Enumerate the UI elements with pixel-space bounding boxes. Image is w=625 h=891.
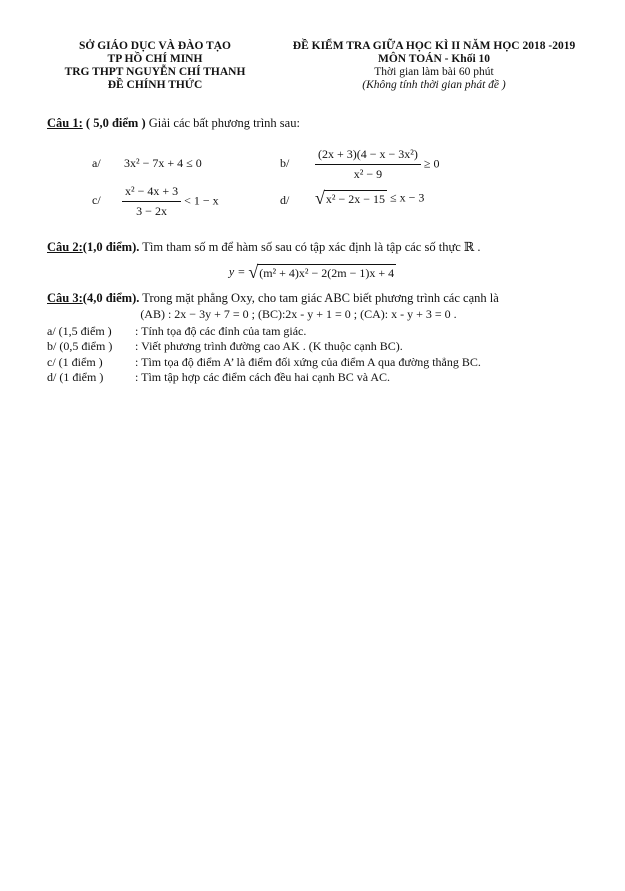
q1-b-rhs: ≥ 0 [423,156,440,171]
header-exam-block [278,40,590,92]
q1-d-rhs: ≤ x − 3 [390,190,425,205]
q1-b-expression [315,147,439,182]
header-department: SỞ GIÁO DỤC VÀ ĐÀO TẠO [79,40,231,52]
q1-d-sqrt [315,190,387,207]
question-2-points: (1,0 điểm). [82,240,140,254]
q3-part-c-label: c/ (1 điểm ) [47,355,103,369]
q3-part-a-label: a/ (1,5 điểm ) [47,324,112,338]
sqrt-symbol-icon: √ [315,188,325,208]
q3-part-c-text: : Tìm tọa độ điểm A’ là điểm đối xứng của điểm A qua đường thẳng BC. [135,355,481,369]
header-school-block [40,40,270,92]
q3-part-b-text: : Viết phương trình đường cao AK . (K thuộc cạnh BC). [135,339,403,353]
question-1-text: Giải các bất phương trình sau: [148,116,300,130]
question-3-text: Trong mặt phẳng Oxy, cho tam giác ABC biết phương trình các cạnh là [139,291,499,305]
exam-duration-note: (Không tính thời gian phát đề ) [362,79,506,91]
q1-b-label: b/ [280,156,290,170]
exam-duration: Thời gian làm bài 60 phút [374,66,494,78]
q1-d-radicand: x² − 2x − 15 [325,192,386,206]
question-2-title: Câu 2: [47,240,83,254]
q1-c-numerator: x² − 4x + 3 [122,184,181,202]
header-school: TRG THPT NGUYỄN CHÍ THANH [64,66,246,78]
q1-c-label: c/ [92,193,101,207]
question-1-points: ( 5,0 điểm ) [82,116,149,130]
question-3-equations: (AB) : 2x − 3y + 7 = 0 ; (BC):2x - y + 1 = 0 ; (CA): x - y + 3 = 0 . [140,307,457,321]
q3-part-d-text: : Tìm tập hợp các điểm cách đều hai cạnh BC và AC. [135,370,391,384]
question-1-title: Câu 1: [47,116,83,130]
question-3-title: Câu 3: [47,291,83,305]
q3-part-a [47,324,306,339]
q1-c-fraction [122,184,181,219]
q3-part-b [47,339,403,354]
question-2-text: Tìm tham số m để hàm số sau có tập xác định là tập các số thực ℝ . [139,240,481,254]
q1-a-expression: 3x² − 7x + 4 ≤ 0 [124,156,202,170]
exam-subject: MÔN TOÁN - Khối 10 [377,53,491,65]
q1-d-expression [315,190,424,207]
exam-title: ĐỀ KIỂM TRA GIỮA HỌC KÌ II NĂM HỌC 2018 -2019 [292,40,576,52]
q1-b-denominator: x² − 9 [353,167,383,181]
q1-b-numerator: (2x + 3)(4 − x − 3x²) [315,147,421,165]
q1-c-rhs: < 1 − x [184,193,219,208]
q3-part-c [47,355,481,370]
question-1-heading [47,116,300,131]
q2-formula-lhs: y = [228,264,246,279]
question-2-heading [47,239,481,255]
q1-d-label: d/ [280,193,290,207]
header-official: ĐỀ CHÍNH THỨC [107,79,203,91]
q1-c-expression [122,184,219,219]
q3-part-b-label: b/ (0,5 điểm ) [47,339,113,353]
question-3-heading [47,291,499,306]
q3-part-d [47,370,390,385]
question-3-points: (4,0 điểm). [82,291,140,305]
q3-part-d-label: d/ (1 điểm ) [47,370,104,384]
sqrt-symbol-icon: √ [248,262,259,282]
header-city: TP HỒ CHÍ MINH [107,53,203,65]
q1-a-label: a/ [92,156,101,170]
q2-formula-sqrt [248,264,396,281]
q1-c-denominator: 3 − 2x [136,204,167,218]
q3-part-a-text: : Tính tọa độ các đỉnh của tam giác. [135,324,307,338]
q1-b-fraction [315,147,421,182]
q2-formula-radicand: (m² + 4)x² − 2(2m − 1)x + 4 [259,266,395,280]
question-2-formula [0,264,625,281]
